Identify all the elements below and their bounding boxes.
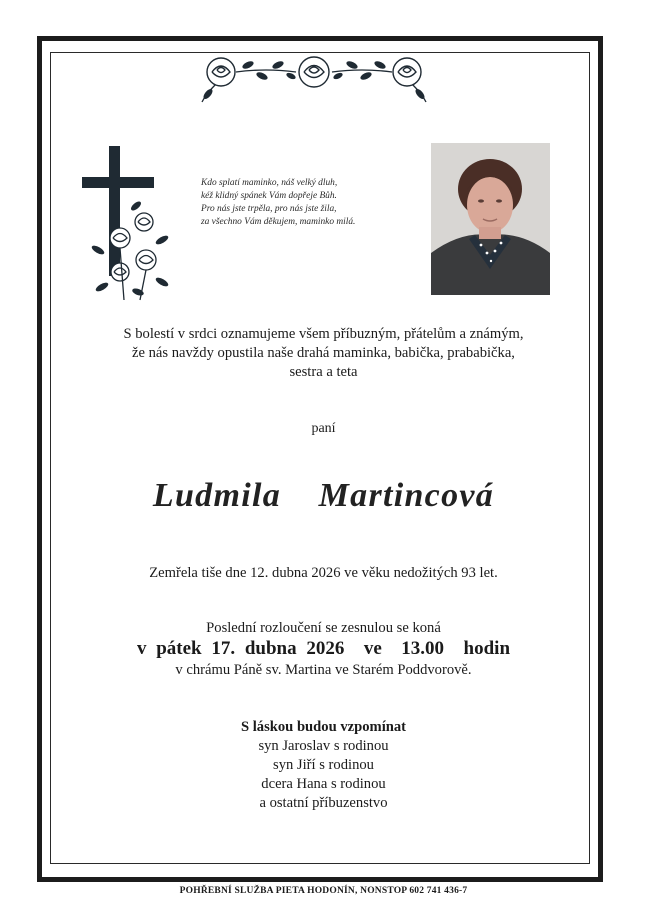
cross-with-roses-icon: [80, 142, 174, 302]
funeral-service-footer: POHŘEBNÍ SLUŽBA PIETA HODONÍN, NONSTOP 602 741 436-7: [179, 886, 468, 896]
poem-line: Pro nás jste trpěla, pro nás jste žila,: [201, 203, 337, 214]
funeral-place: v chrámu Páně sv. Martina ve Starém Poddvorově.: [175, 662, 472, 678]
mourners-list: [60, 718, 587, 813]
funeral-intro: Poslední rozloučení se zesnulou se koná: [206, 620, 441, 636]
portrait-photo: [431, 143, 550, 295]
mourners-heading: S láskou budou vzpomínat: [240, 719, 407, 735]
poem-line: za všechno Vám děkujem, maminko milá.: [201, 216, 356, 227]
announcement-line: sestra a teta: [289, 364, 358, 380]
rose-garland-ornament: [196, 54, 432, 106]
honorific: paní: [311, 421, 336, 436]
mourner-line: dcera Hana s rodinou: [261, 776, 386, 792]
poem: [201, 177, 431, 229]
announcement-text: [60, 325, 587, 382]
deceased-name: Ludmila Martincová: [152, 477, 495, 514]
funeral-datetime: v pátek 17. dubna 2026 ve 13.00 hodin: [136, 638, 511, 659]
mourner-line: syn Jaroslav s rodinou: [258, 738, 389, 754]
mourner-line: syn Jiří s rodinou: [273, 757, 374, 773]
announcement-line: S bolestí v srdci oznamujeme všem příbuzným, přátelům a známým,: [123, 326, 524, 342]
death-notice: Zemřela tiše dne 12. dubna 2026 ve věku nedožitých 93 let.: [149, 565, 498, 581]
poem-line: kéž klidný spánek Vám dopřeje Bůh.: [201, 190, 337, 201]
mourner-line: a ostatní příbuzenstvo: [259, 795, 388, 811]
poem-line: Kdo splatí maminko, náš velký dluh,: [201, 178, 338, 188]
announcement-line: že nás navždy opustila naše drahá maminka, babička, prababička,: [132, 345, 515, 361]
